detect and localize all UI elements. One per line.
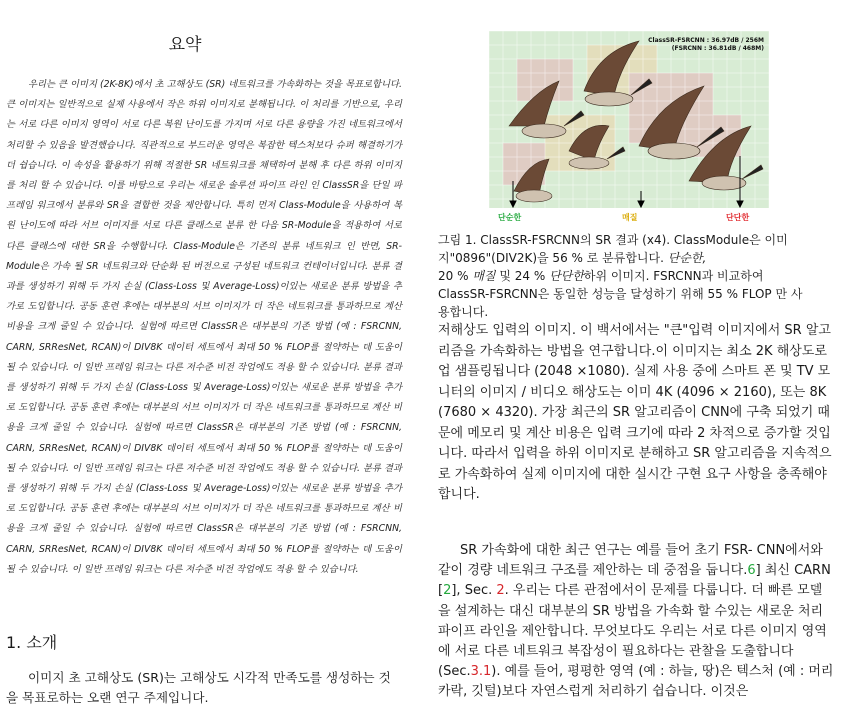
label-medium: 매질 <box>622 213 638 222</box>
caption-simple: 단순한, <box>667 251 707 265</box>
caption-medium: 매질 <box>472 269 496 283</box>
abstract-title: 요약 <box>168 35 202 55</box>
legend-line-1: ClassSR-FSRCNN : 36.97dB / 256M <box>648 37 764 44</box>
intro-text: 이미지 초 고해상도 (SR)는 고해상도 시각적 만족도를 생성하는 것을 목표로하는 오랜 연구 주제입니다. <box>6 670 391 705</box>
p2-text-a: SR 가속화에 대한 최근 연구는 예를 들어 초기 FSR- CNN에서와 같이 경량 네트워크 구조를 제안하는 데 중점을 둡니다. <box>438 543 823 579</box>
section-heading-intro: 1. 소개 <box>6 633 58 652</box>
caption-text-1: 그림 1. ClassSR-FSRCNN의 SR 결과 (x4). ClassModule은 이미지"0896"(DIV2K)을 56 % 로 분류합니다. <box>438 233 788 265</box>
body-paragraph-1: 저해상도 입력의 이미지. 이 백서에서는 "큰"입력 이미지에서 SR 알고리즘을 가속화하는 방법을 연구합니다.이 이미지는 최소 2K 해상도로 업 샘플링됩니다 (2048 ×1080). 실제 사용 중에 스마트 폰 및 TV 모니터의 이미지 / 비디오 해상도는 이미 4K (4096 × 2160), 또는 8K (7680 × 4320). 가장 최근의 SR 알고리즘이 CNN에 구축 되었기 때문에 메모리 및 계산 비용은 입력 크기에 따라 2 차적으로 증가할 것입니다. 따라서 입력을 하위 이미지로 분해하고 SR 알고리즘을 지속적으로 가속화하여 실제 이미지에 대한 실시간 구현 요구 사항을 충족해야합니다. <box>438 323 832 502</box>
label-simple: 단순한 <box>498 213 522 222</box>
figure-geese-image <box>489 31 769 208</box>
body-paragraph-2 <box>438 541 834 703</box>
p2-text-d: . 우리는 다른 관점에서이 문제를 다룹니다. 더 빠른 모델을 설계하는 대신 대부분의 SR 방법을 가속화 할 수있는 새로운 처리 파이프 라인을 제안합니다. 무엇보다도 우리는 서로 다른 이미지 영역에 서로 다른 네트워크 복잡성이 필요하다는 관찰을 도출합니다 (Sec. <box>438 583 827 680</box>
caption-hard: 단단한 <box>549 269 584 283</box>
label-hard: 단단한 <box>726 213 750 222</box>
figure-legend <box>648 37 764 53</box>
geese-illustration <box>489 31 769 208</box>
section-link[interactable]: 3.1 <box>470 664 492 680</box>
intro-paragraph <box>6 668 391 708</box>
p2-text-e: ). 예를 들어, 평평한 영역 (예 : 하늘, 땅)은 텍스처 (예 : 머리카락, 깃털)보다 자연스럽게 처리하기 쉽습니다. 이것은 <box>438 664 834 700</box>
p2-text-b: ] 최신 CARN [ <box>438 563 831 599</box>
figure-caption <box>438 231 808 321</box>
caption-text-4: 하위 이미지. FSRCNN과 비교하여 ClassSR-FSRCNN은 동일한 성능을 달성하기 위해 55 % FLOP 만 사용합니다. <box>438 269 803 319</box>
caption-text-3: 및 24 % <box>499 269 546 283</box>
abstract-body <box>6 75 402 580</box>
abstract-paragraph: 우리는 큰 이미지 (2K-8K)에서 초 고해상도 (SR) 네트워크를 가속화하는 것을 목표로합니다. 큰 이미지는 일반적으로 실제 사용에서 작은 하위 이미지로 분해됩니다. 이 처리를 기반으로, 우리는 서로 다른 이미지 영역이 서로 다른 복원 난이도를 가지며 서로 다른 용량을 가진 네트워크에서 처리할 수 있음을 발견했습니다. 직관적으로 부드러운 영역은 복잡한 텍스처보다 슈퍼 해결하기가 더 쉽습니다. 이 속성을 활용하기 위해 적절한 SR 네트워크를 채택하여 분해 후 다른 하위 이미지를 처리 할 수 있습니다. 이를 바탕으로 우리는 새로운 솔루션 파이프 라인 인 ClassSR을 단일 파 프레임 워크에서 분류와 SR을 결합한 것을 제안합니다. 특히 먼저 Class-Module을 사용하여 복원 난이도에 따라 서브 이미지를 서로 다른 클래스로 분류 한 다음 SR-Module을 적용하여 서로 다른 클래스에 대한 SR을 수행합니다. Class-Module은 기존의 분류 네트워크 인 반면, SR-Module은 가속 될 SR 네트워크와 단순화 된 버전으로 구성된 네트워크 컨테이너입니다. 분류 결과를 생성하기 위해 두 가지 손실 (Class-Loss 및 Average-Loss)이있는 새로운 분류 방법을 추가로 도입합니다. 공동 훈련 후에는 대부분의 서브 이미지가 더 작은 네트워크를 통과하므로 계산 비용을 크게 줄일 수 있습니다. 실험에 따르면 ClassSR은 대부분의 기존 방법 (예 : FSRCNN, CARN, SRResNet, RCAN)이 DIV8K 데이터 세트에서 최대 50 % FLOP를 절약하는 데 도움이 될 수 있습니다. 이 일반 프레임 워크는 다른 저수준 비전 작업에도 적용 할 수 있습니다. 분류 결과를 생성하기 위해 두 가지 손실 (Class-Loss 및 Average-Loss)이있는 새로운 분류 방법을 추가로 도입합니다. 공동 훈련 후에는 대부분의 서브 이미지가 더 작은 네트워크를 통과하므로 계산 비용을 크게 줄일 수 있습니다. 실험에 따르면 ClassSR은 대부분의 기존 방법 (예 : FSRCNN, CARN, SRResNet, RCAN)이 DIV8K 데이터 세트에서 최대 50 % FLOP를 절약하는 데 도움이 될 수 있습니다. 이 일반 프레임 워크는 다른 저수준 비전 작업에도 적용 할 수 있습니다. 분류 결과를 생성하기 위해 두 가지 손실 (Class-Loss 및 Average-Loss)이있는 새로운 분류 방법을 추가로 도입합니다. 공동 훈련 후에는 대부분의 서브 이미지가 더 작은 네트워크를 통과하므로 계산 비용을 크게 줄일 수 있습니다. 실험에 따르면 ClassSR은 대부분의 기존 방법 (예 : FSRCNN, CARN, SRResNet, RCAN)이 DIV8K 데이터 세트에서 최대 50 % FLOP를 절약하는 데 도움이 될 수 있습니다. 이 일반 프레임 워크는 다른 저수준 비전 작업에도 적용 할 수 있습니다. <box>6 79 402 575</box>
p2-text-c: ], Sec. <box>451 583 493 599</box>
caption-text-2: 20 % <box>438 269 469 283</box>
section-link[interactable]: 2 <box>496 583 505 599</box>
legend-line-2: (FSRCNN : 36.81dB / 468M) <box>671 45 764 52</box>
citation-link[interactable]: 6 <box>747 563 756 579</box>
citation-link[interactable]: 2 <box>443 583 452 599</box>
